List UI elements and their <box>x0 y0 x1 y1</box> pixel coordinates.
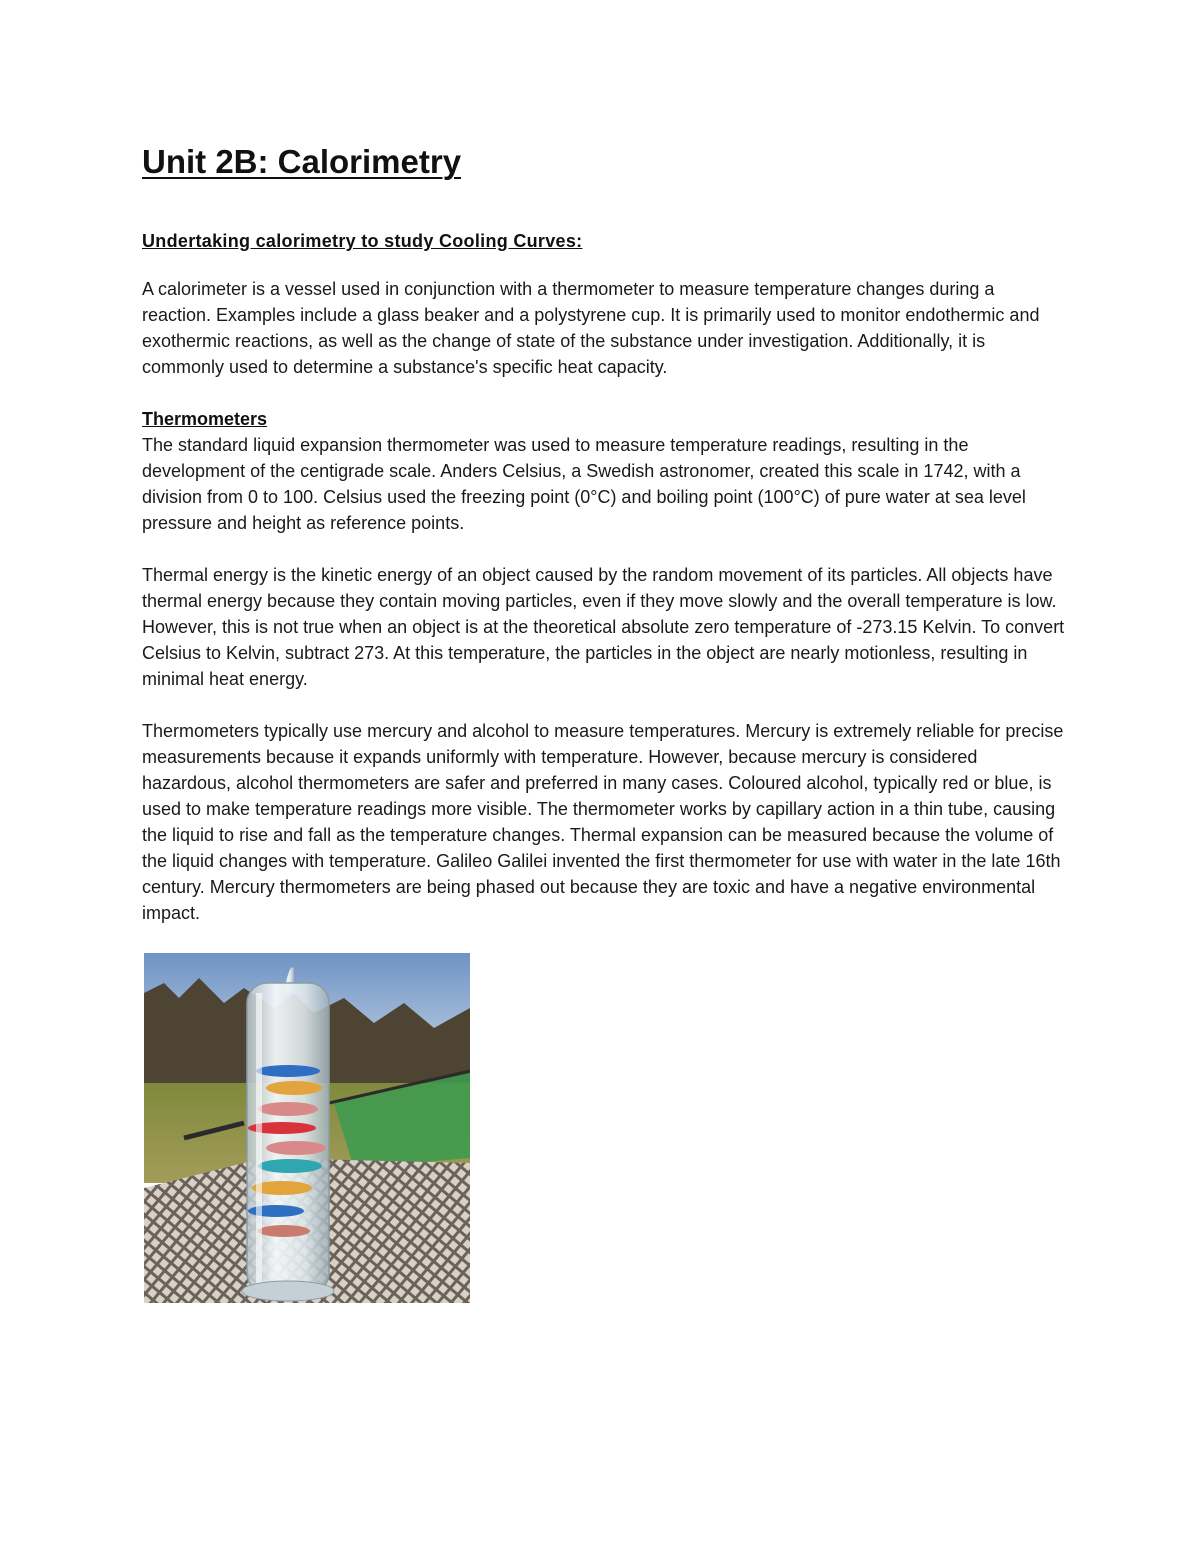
document-page <box>142 140 1067 952</box>
paragraph-thermal-energy: Thermal energy is the kinetic energy of an object caused by the random movement of its particles. All objects have thermal energy because they contain moving particles, even if they move slowly and the overall temperature is low. However, this is not true when an object is at the theoretical absolute zero temperature of -273.15 Kelvin. To convert Celsius to Kelvin, subtract 273. At this temperature, the particles in the object are nearly motionless, resulting in minimal heat energy. <box>142 565 1065 689</box>
document-title: Unit 2B: Calorimetry <box>142 143 462 180</box>
intro-paragraph: A calorimeter is a vessel used in conjunction with a thermometer to measure temperature changes during a reaction. Examples include a glass beaker and a polystyrene cup. It is primarily used to monitor endothermic and exothermic reactions, as well as the change of state of the substance under investigation. Additionally, it is commonly used to determine a substance's specific heat capacity. <box>142 279 1040 377</box>
galileo-thermometer-photo <box>144 953 470 1303</box>
section-subtitle: Undertaking calorimetry to study Cooling Curves: <box>142 231 583 251</box>
photo-thermometer <box>242 967 334 1301</box>
paragraph-thermometer-types: Thermometers typically use mercury and alcohol to measure temperatures. Mercury is extremely reliable for precise measurements because it expands uniformly with temperature. However, because mercury is considered hazardous, alcohol thermometers are safer and preferred in many cases. Coloured alcohol, typically red or blue, is used to make temperature readings more visible. The thermometer works by capillary action in a thin tube, causing the liquid to rise and fall as the temperature changes. Thermal expansion can be measured because the volume of the liquid changes with temperature. Galileo Galilei invented the first thermometer for use with water in the late 16th century. Mercury thermometers are being phased out because they are toxic and have a negative environmental impact. <box>142 721 1064 923</box>
photo-illustration <box>144 953 470 1303</box>
thermometers-heading: Thermometers <box>142 409 268 429</box>
paragraph-celsius: The standard liquid expansion thermometer was used to measure temperature readings, resulting in the development of the centigrade scale. Anders Celsius, a Swedish astronomer, created this scale in 1742, with a division from 0 to 100. Celsius used the freezing point (0°C) and boiling point (100°C) of pure water at sea level pressure and height as reference points. <box>142 435 1026 533</box>
